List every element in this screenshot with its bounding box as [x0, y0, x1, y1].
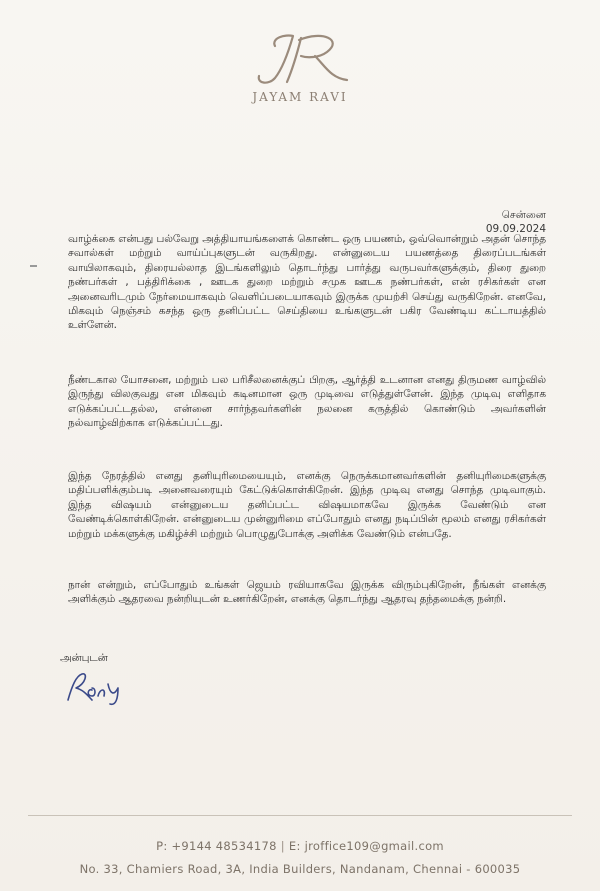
monogram-logo	[0, 28, 600, 88]
place-text: சென்னை	[501, 209, 546, 221]
footer-phone: P: +9144 48534178	[156, 839, 277, 853]
letterhead-name: JAYAM RAVI	[252, 90, 348, 104]
footer-contact	[0, 839, 600, 853]
paragraph-1: வாழ்க்கை என்பது பல்வேறு அத்தியாயங்களைக் கொண்ட ஒரு பயணம், ஒவ்வொன்றும் அதன் சொந்த சவால்கள் மற்றும் வாய்ப்புகளுடன் வருகிறது. என்னுடைய பயணத்தை திரைப்படங்கள் வாயிலாகவும், திரையல்லாத இடங்களிலும் தொடர்ந்து பார்த்து வருபவர்களுக்கும், திரை துறை நண்பர்கள் , பத்திரிக்கை , ஊடக துறை மற்றும் சமுக ஊடக நண்பர்கள், என் ரசிகர்கள் என அனைவரிடமும் நேர்மையாகவும் வெளிப்படையாகவும் இருக்க முயற்சி செய்து வருகிறேன். எனவே, மிகவும் நெஞ்சம் கசந்த ஒரு தனிப்பட்ட செய்தியை உங்களுடன் பகிர வேண்டிய கட்டாயத்தில் உள்ளேன்.	[68, 233, 546, 332]
closing-salutation: அன்புடன்	[60, 652, 108, 664]
jr-monogram-icon	[235, 28, 365, 88]
footer-divider	[28, 815, 572, 816]
margin-mark	[30, 265, 37, 267]
footer-separator: |	[280, 839, 285, 853]
footer-email: E: jroffice109@gmail.com	[288, 839, 444, 853]
paragraph-3: இந்த நேரத்தில் எனது தனியுரிமையையும், எனக்கு நெருக்கமானவர்களின் தனியுரிமைகளுக்கு மதிப்பளிக்கும்படி அனைவரையும் கேட்டுக்கொள்கிறேன். இந்த முடிவு எனது சொந்த முடிவாகும். இந்த விஷயம் என்னுடைய தனிப்பட்ட விஷயமாகவே இருக்க வேண்டும் என வேண்டிக்கொள்கிறேன். என்னுடைய முன்னுரிமை எப்போதும் எனது நடிப்பின் மூலம் எனது ரசிகர்கள் மற்றும் மக்களுக்கு மகிழ்ச்சி மற்றும் பொழுதுபோக்கு அளிக்க வேண்டும் என்பதே.	[68, 470, 546, 540]
footer-address: No. 33, Chamiers Road, 3A, India Builders, Nandanam, Chennai - 600035	[79, 862, 521, 876]
paragraph-4: நான் என்றும், எப்போதும் உங்கள் ஜெயம் ரவியாகவே இருக்க விரும்புகிறேன், நீங்கள் எனக்கு அளிக்கும் ஆதரவை நன்றியுடன் உணர்கிறேன், எனக்கு தொடர்ந்து ஆதரவு தந்தமைக்கு நன்றி.	[68, 579, 546, 606]
date-text: 09.09.2024	[485, 223, 546, 235]
signature	[62, 666, 132, 712]
signature-icon	[62, 666, 132, 708]
paragraph-2: நீண்டகால யோசனை, மற்றும் பல பரிசீலனைக்குப் பிறகு, ஆர்த்தி உடனான எனது திருமண வாழ்வில் இருந்து விலகுவது என மிகவும் கடினமான ஒரு முடிவை எடுத்துள்ளேன். இந்த முடிவு எளிதாக எடுக்கப்பட்டதல்ல, என்னை சார்ந்தவர்களின் நலனை கருத்தில் கொண்டும் அவர்களின் நல்வாழ்விற்காக எடுக்கப்பட்டது.	[68, 374, 546, 430]
